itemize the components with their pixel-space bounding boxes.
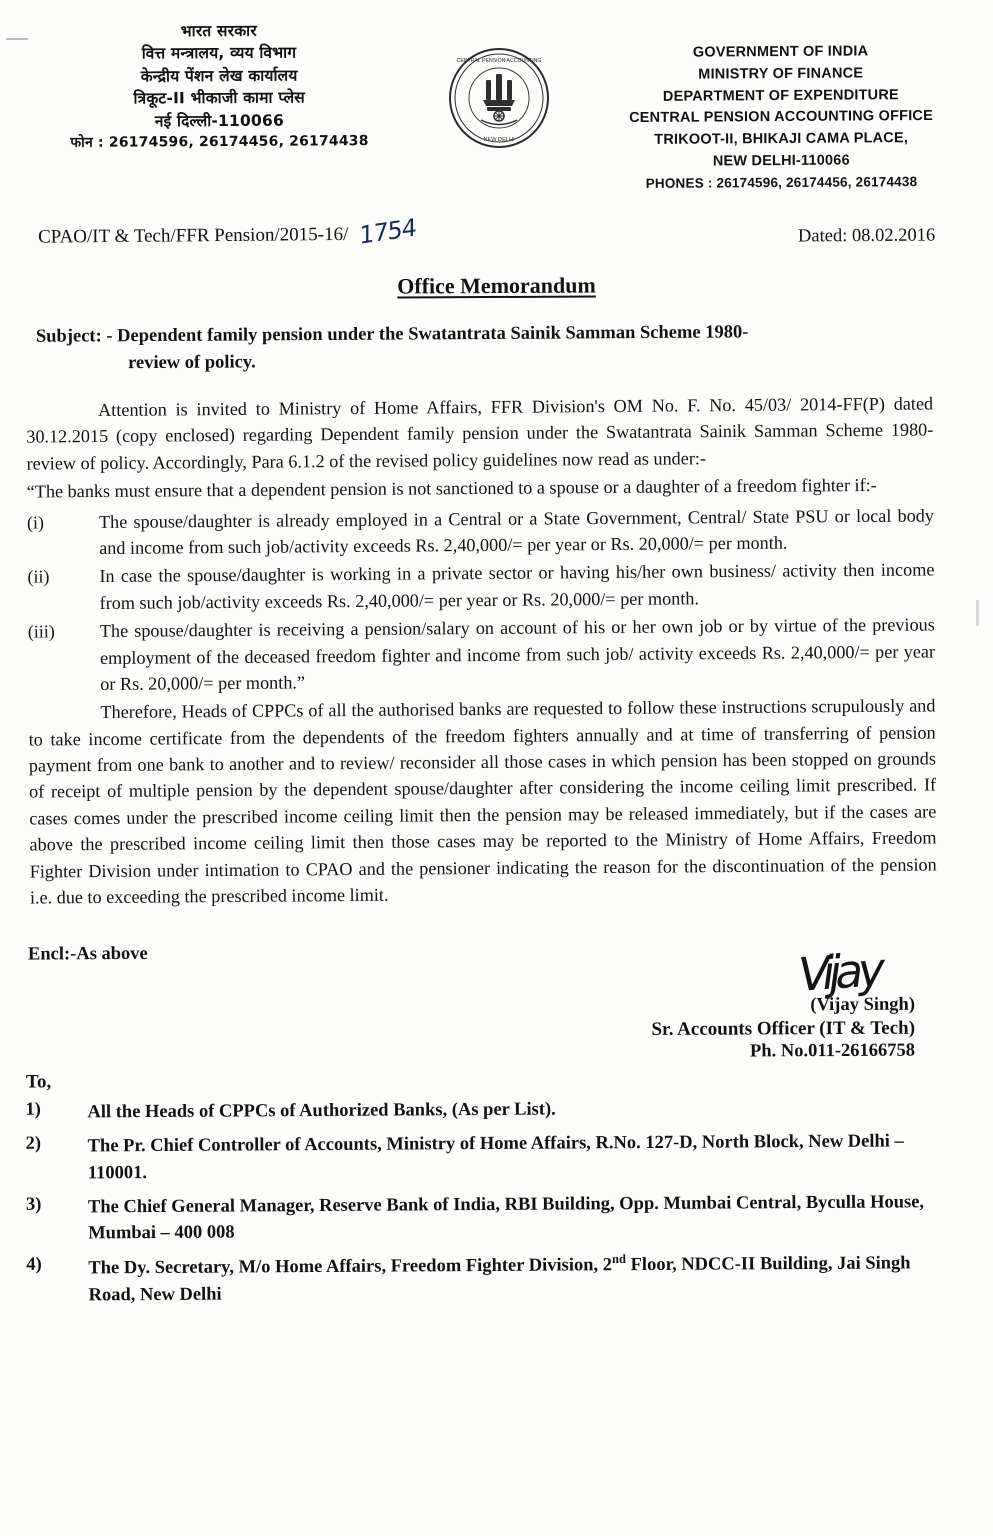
letterhead-english-line-4: CENTRAL PENSION ACCOUNTING OFFICE <box>629 108 934 127</box>
subject-line-1: Dependent family pension under the Swatantrata Sainik Samman Scheme 1980- <box>117 322 749 346</box>
recipient-text: The Pr. Chief Controller of Accounts, Ministry of Home Affairs, R.No. 127-D, North Block, New Delhi – 110001. <box>87 1131 904 1183</box>
to-label: To, <box>25 1071 52 1093</box>
page-title: Office Memorandum <box>397 272 596 299</box>
enclosure-note: Encl:-As above <box>27 943 148 965</box>
clause-item <box>27 502 934 562</box>
document-body <box>26 391 937 912</box>
recipient-text-value: The Dy. Secretary, M/o Home Affairs, Freedom Fighter Division, 2nd Floor, NDCC-II Building, Jai Singh Road, New Delhi <box>88 1252 911 1305</box>
letterhead-english-block <box>629 15 934 194</box>
page-edge-artifact <box>6 38 28 40</box>
signatory-phone: Ph. No.011-26166758 <box>749 1040 916 1062</box>
recipient-text: All the Heads of CPPCs of Authorized Banks, (As per List). <box>87 1099 556 1123</box>
letterhead <box>0 0 993 193</box>
signatory-name: (Vijay Singh) <box>810 994 916 1015</box>
letterhead-english-line-6: NEW DELHI-110066 <box>712 152 850 170</box>
letterhead-hindi-block <box>70 15 369 153</box>
recipient-item <box>25 1094 936 1126</box>
letterhead-english-line-3: DEPARTMENT OF EXPENDITURE <box>662 86 900 105</box>
recipient-item <box>26 1189 937 1247</box>
reference-number: CPAO/IT & Tech/FFR Pension/2015-16/ <box>37 223 349 248</box>
recipient-item <box>26 1128 937 1186</box>
svg-text:NEW DELHI: NEW DELHI <box>483 137 515 143</box>
letterhead-hindi-line-4: त्रिकूट-II भीकाजी कामा प्लेस <box>133 88 306 108</box>
clause-list <box>27 502 935 698</box>
body-paragraph-1: Attention is invited to Ministry of Home Affairs, FFR Division's OM No. F. No. 45/03/ 2014-FF(P) dated 30.12.2015 (copy enclosed) regarding Dependent family pension under the Swatantrata Sainik Samman Scheme 1980-review of policy. Accordingly, Para 6.1.2 of the revised policy guidelines now read as under:- <box>26 393 934 474</box>
reference-line <box>0 212 993 250</box>
clause-text: The spouse/daughter is receiving a pension/salary on account of his or her own job or by virtue of the previous employment of the deceased freedom fighter and income from such job/ activity exceeds Rs. 2,40,000/= per year or Rs. 20,000/= per month.” <box>99 614 936 695</box>
letterhead-hindi-line-1: भारत सरकार <box>180 21 257 41</box>
handwritten-signature: Vijay <box>793 941 883 1002</box>
subject-line-2: review of policy. <box>128 351 256 373</box>
recipient-number: 2) <box>25 1133 42 1154</box>
recipient-number: 1) <box>25 1099 41 1120</box>
recipient-list <box>25 1094 937 1309</box>
letterhead-hindi-line-5: नई दिल्ली-110066 <box>154 111 284 131</box>
letterhead-hindi-phone: फोन : 26174596, 26174456, 26174438 <box>70 133 369 152</box>
subject-label: Subject: - <box>35 326 113 347</box>
handwritten-reference-number: 1754 <box>359 212 416 250</box>
recipient-number: 3) <box>25 1194 42 1215</box>
clause-item <box>28 612 936 698</box>
letterhead-english-line-2: MINISTRY OF FINANCE <box>698 65 864 83</box>
body-quote-intro: “The banks must ensure that a dependent pension is not sanctioned to a spouse or a daughter of a freedom fighter if:- <box>26 475 877 503</box>
page-edge-artifact-2 <box>976 600 979 626</box>
letterhead-english-line-1: GOVERNMENT OF INDIA <box>692 43 869 61</box>
document-date: Dated: 08.02.2016 <box>797 225 936 247</box>
letterhead-english-line-5: TRIKOOT-II, BHIKAJI CAMA PLACE, <box>654 130 909 148</box>
clause-number: (iii) <box>27 621 55 643</box>
clause-number: (i) <box>26 512 45 533</box>
subject-block <box>36 318 933 377</box>
letterhead-english-phones: PHONES : 26174596, 26174456, 26174438 <box>645 173 918 191</box>
clause-item <box>27 557 934 617</box>
clause-number: (ii) <box>27 567 50 588</box>
signatory-designation: Sr. Accounts Officer (IT & Tech) <box>651 1017 916 1040</box>
reference-number-block <box>37 212 416 250</box>
clause-text: The spouse/daughter is already employed in a Central or a State Government, Central/ State PSU or local body and income from such job/activity exceeds Rs. 2,40,000/= per year or Rs. 20,000/= per month. <box>98 505 935 559</box>
recipient-text: The Chief General Manager, Reserve Bank of India, RBI Building, Opp. Mumbai Central, Byculla House, Mumbai – 400 008 <box>87 1191 925 1244</box>
body-paragraph-2: Therefore, Heads of CPPCs of all the authorised banks are requested to follow these instructions scrupulously and to take income certificate from the dependents of the freedom fighters annually and at time of transferring of pension payment from one bank to another and to review/ reconsider all those cases in which pension has been stopped on grounds of receipt of multiple pension by the dependent spouse/daughter after considering the income ceiling limit prescribed. If cases comes under the prescribed income ceiling limit then the pension may be released immediately, but if the cases are above the prescribed income ceiling limit then those cases may be reported to the Ministry of Home Affairs, Freedom Fighter Division under intimation to CPAO and the pensioner indicating the reason for the discontinuation of the pension i.e. due to exceeding the prescribed income limit. <box>28 696 937 908</box>
signature-block <box>0 941 993 1067</box>
recipient-number: 4) <box>26 1254 42 1275</box>
national-emblem-icon <box>447 46 551 150</box>
letterhead-hindi-line-3: केन्द्रीय पेंशन लेख कार्यालय <box>140 66 298 86</box>
svg-text:CENTRAL PENSION ACCOUNTING: CENTRAL PENSION ACCOUNTING <box>456 58 542 64</box>
clause-text: In case the spouse/daughter is working in a private sector or having his/her own business/ activity then income from such job/activity exceeds Rs. 2,40,000/= per year or Rs. 20,000/= per month. <box>99 560 935 614</box>
recipient-item <box>26 1249 937 1308</box>
recipient-text <box>88 1249 937 1308</box>
letterhead-hindi-line-2: वित्त मन्त्रालय, व्यय विभाग <box>141 43 297 63</box>
